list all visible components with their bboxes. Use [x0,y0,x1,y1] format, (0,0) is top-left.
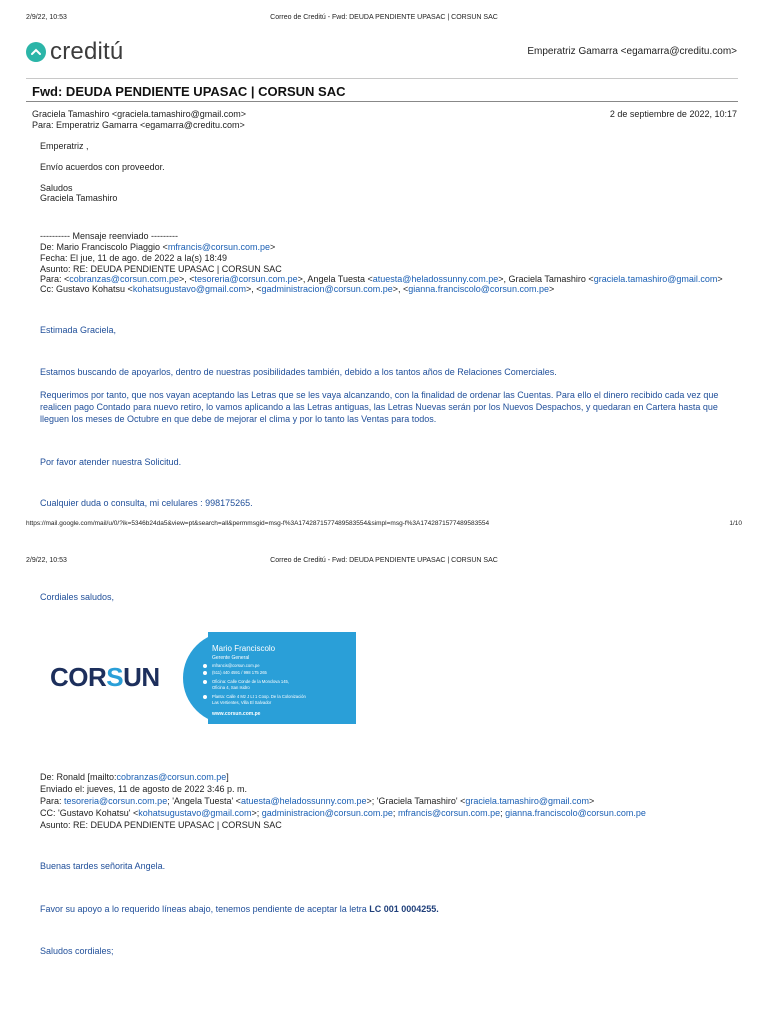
email-link[interactable]: cobranzas@corsun.com.pe [116,772,227,782]
forward-date: Fecha: El jue, 11 de ago. de 2022 a la(s) 18:49 [40,253,227,263]
header-user: Emperatriz Gamarra <egamarra@creditu.com> [527,46,737,57]
email-date: 2 de septiembre de 2022, 10:17 [609,109,737,119]
card-office: Oficina: Calle Conde de la Monclova 145, [212,679,290,684]
forward-subject: Asunto: RE: DEUDA PENDIENTE UPASAC | CORSUN SAC [40,264,282,274]
creditu-logo [26,38,123,66]
creditu-logo-icon [26,42,46,62]
card-web: www.corsun.com.pe [212,711,261,717]
card-name: Mario Franciscolo [212,644,276,653]
email-link[interactable]: tesoreria@corsun.com.pe [64,796,168,806]
message-paragraph: Estamos buscando de apoyarlos, dentro de nuestras posibilidades también, debido a los tantos años de Relaciones Comerciales. [40,367,557,377]
business-card [48,632,356,724]
header-divider [26,78,738,79]
signature-line: Saludos [40,183,73,193]
print-date: 2/9/22, 10:53 [26,557,67,564]
greeting: Emperatriz , [40,141,89,151]
mail-icon [203,664,207,668]
card-phone: (511) 440 4591 / 998 175 265 [212,670,267,675]
email-link[interactable]: gadministracion@corsun.com.pe [261,284,393,294]
reply-to: Para: tesoreria@corsun.com.pe; 'Angela Tuesta' <atuesta@heladossunny.com.pe>; 'Graciela Tamashiro' <graciela.tamashiro@gmail.com> [40,796,595,806]
email-to: Para: Emperatriz Gamarra <egamarra@creditu.com> [32,120,245,130]
reply-from: De: Ronald [mailto:cobranzas@corsun.com.pe] [40,772,229,782]
regards-line: Cordiales saludos, [40,592,115,602]
reply-cc: CC: 'Gustavo Kohatsu' <kohatsugustavo@gmail.com>; gadministracion@corsun.com.pe; mfrancis@corsun.com.pe; gianna.franciscolo@corsun.com.pe [40,808,646,818]
email-link[interactable]: tesoreria@corsun.com.pe [194,274,298,284]
print-title: Correo de Creditú - Fwd: DEUDA PENDIENTE UPASAC | CORSUN SAC [270,14,498,21]
email-subject: Fwd: DEUDA PENDIENTE UPASAC | CORSUN SAC [32,84,346,99]
message-request: Por favor atender nuestra Solicitud. [40,457,182,467]
forward-to: Para: <cobranzas@corsun.com.pe>, <tesoreria@corsun.com.pe>, Angela Tuesta <atuesta@heladossunny.com.pe>, Graciela Tamashiro <graciela.tamashiro@gmail.com> [40,274,723,284]
email-link[interactable]: atuesta@heladossunny.com.pe [372,274,499,284]
reply-sign: Saludos cordiales; [40,946,114,956]
corsun-logo: CORSUN [50,662,160,692]
email-link[interactable]: gianna.franciscolo@corsun.com.pe [408,284,549,294]
subject-divider [26,101,738,102]
message-paragraph: Requerimos por tanto, que nos vayan aceptando las Letras que se les vaya alcanzando, con la finalidad de ordenar las Cuentas. Para ello el dinero recibido cada vez que realicen pago Contado para nuevo retiro, lo vamos aplicando a las Letras antiguas, las Letras Nuevas serán por los Nuevos Despachos, y quedaran en Cartera hasta que lleguen los meses de Octubre en que debe de mejorar el clima y por lo tanto las Ventas para todos. [40,390,719,424]
email-from: Graciela Tamashiro <graciela.tamashiro@gmail.com> [32,109,247,119]
email-link[interactable]: atuesta@heladossunny.com.pe [240,796,367,806]
print-date: 2/9/22, 10:53 [26,14,67,21]
reply-subject: Asunto: RE: DEUDA PENDIENTE UPASAC | CORSUN SAC [40,820,282,830]
message-contact: Cualquier duda o consulta, mi celulares : 998175265. [40,498,253,508]
email-link[interactable]: gianna.franciscolo@corsun.com.pe [505,808,646,818]
email-link[interactable]: kohatsugustavo@gmail.com [132,284,247,294]
card-email: mfrancis@corsun.com.pe [212,663,260,668]
print-title: Correo de Creditú - Fwd: DEUDA PENDIENTE UPASAC | CORSUN SAC [270,557,498,564]
email-link[interactable]: mfrancis@corsun.com.pe [397,808,501,818]
reply-greeting: Buenas tardes señorita Angela. [40,861,166,871]
forward-from: De: Mario Franciscolo Piaggio <mfrancis@corsun.com.pe> [40,242,276,252]
email-link[interactable]: kohatsugustavo@gmail.com [138,808,252,818]
email-link[interactable]: graciela.tamashiro@gmail.com [465,796,590,806]
location-icon [203,695,207,699]
reply-sent: Enviado el: jueves, 11 de agosto de 2022 3:46 p. m. [40,784,247,794]
email-link[interactable]: cobranzas@corsun.com.pe [69,274,179,284]
message-greeting: Estimada Graciela, [40,325,117,335]
phone-icon [203,671,207,675]
forward-header: ---------- Mensaje reenviado --------- [40,231,178,241]
footer-page: 1/10 [729,520,742,527]
location-icon [203,680,207,684]
card-office: Oficina 4, San Isidro [212,685,250,690]
card-role: Gerente General [212,655,250,661]
reply-body: Favor su apoyo a lo requerido líneas abajo, tenemos pendiente de aceptar la letra LC 001 0004255. [40,904,439,914]
forward-cc: Cc: Gustavo Kohatsu <kohatsugustavo@gmail.com>, <gadministracion@corsun.com.pe>, <gianna.franciscolo@corsun.com.pe> [40,284,555,294]
email-link[interactable]: graciela.tamashiro@gmail.com [593,274,718,284]
body-line: Envío acuerdos con proveedor. [40,162,165,172]
card-plant: Las Vertientes, Villa El Salvador [212,700,272,705]
email-link[interactable]: gadministracion@corsun.com.pe [261,808,393,818]
footer-url: https://mail.google.com/mail/u/0/?ik=5346b24da5&view=pt&search=all&permmsgid=msg-f%3A1742871577489583554&simpl=msg-f%3A1742871577489583554 [26,520,490,527]
signature-name: Graciela Tamashiro [40,193,118,203]
email-link[interactable]: mfrancis@corsun.com.pe [167,242,270,252]
logo-text: creditú [50,38,124,65]
card-plant: Planta: Calle 4 Mz J Lt 1 Coop. De la Colonización [212,694,306,699]
